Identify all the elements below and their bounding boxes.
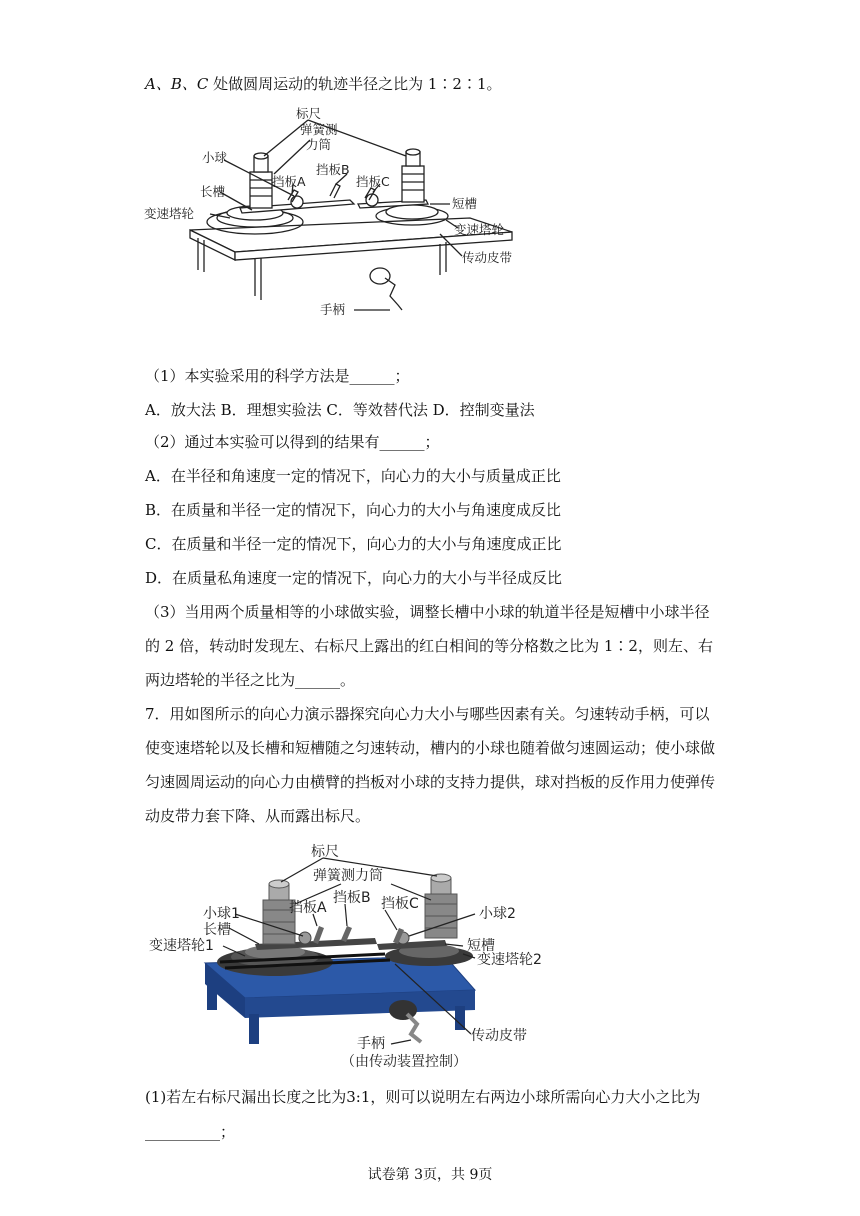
q6-part1-options: A．放大法 B．理想实验法 C．等效替代法 D．控制变量法 bbox=[145, 401, 535, 419]
fig1-tower-right-label: 变速塔轮 bbox=[454, 222, 505, 237]
q6-part3-line-3: 两边塔轮的半径之比为______。 bbox=[145, 671, 356, 689]
fig2-long-slot-label: 长槽 bbox=[203, 922, 231, 938]
fig1-tower-left-label: 变速塔轮 bbox=[144, 206, 195, 221]
fig2-baffle-b-label: 挡板B bbox=[333, 890, 371, 906]
fig1-ruler-label: 标尺 bbox=[296, 106, 322, 121]
apparatus-figure-1 bbox=[140, 100, 540, 325]
q6-part2-option-b: B．在质量和半径一定的情况下，向心力的大小与角速度成反比 bbox=[145, 501, 562, 519]
page-footer: 试卷第 3页，共 9页 bbox=[367, 1167, 493, 1183]
intro-italic-letters: A、B、C bbox=[145, 75, 209, 93]
fig1-short-slot-label: 短槽 bbox=[452, 196, 478, 211]
apparatus-figure-2 bbox=[145, 838, 565, 1073]
q6-part2-option-a: A．在半径和角速度一定的情况下，向心力的大小与质量成正比 bbox=[145, 467, 561, 485]
q6-part1: （1）本实验采用的科学方法是______； bbox=[145, 367, 410, 385]
apparatus-drawing-2 bbox=[145, 838, 565, 1073]
fig2-ball2-label: 小球2 bbox=[479, 906, 516, 922]
q7-sub1-line-1: (1)若左右标尺漏出长度之比为3:1，则可以说明左右两边小球所需向心力大小之比为 bbox=[145, 1088, 701, 1106]
fig2-short-slot-label: 短槽 bbox=[467, 938, 495, 954]
fig1-ball-label: 小球 bbox=[202, 150, 228, 165]
fig1-baffle-a-label: 挡板A bbox=[272, 174, 306, 189]
intro-line bbox=[145, 74, 502, 94]
fig2-ruler-label: 标尺 bbox=[311, 844, 339, 860]
q6-part2-option-c: C．在质量和半径一定的情况下，向心力的大小与角速度成正比 bbox=[145, 535, 562, 553]
q6-part2: （2）通过本实验可以得到的结果有______； bbox=[145, 433, 440, 451]
fig2-caption: （由传动装置控制） bbox=[341, 1054, 467, 1070]
fig2-ball1-label: 小球1 bbox=[203, 906, 240, 922]
fig2-spring-tube-label: 弹簧测力筒 bbox=[313, 868, 383, 884]
q7-line-2: 使变速塔轮以及长槽和短槽随之匀速转动，槽内的小球也随着做匀速圆运动；使小球做 bbox=[145, 739, 716, 757]
fig1-spring-label-1: 弹簧测 bbox=[300, 122, 338, 137]
fig1-handle-label: 手柄 bbox=[320, 302, 346, 317]
fig2-tower1-label: 变速塔轮1 bbox=[149, 938, 214, 954]
fig1-baffle-c-label: 挡板C bbox=[356, 174, 390, 189]
q7-line-3: 匀速圆周运动的向心力由横臂的挡板对小球的支持力提供，球对挡板的反作用力使弹传 bbox=[145, 773, 716, 791]
fig1-long-slot-label: 长槽 bbox=[200, 184, 226, 199]
q7-sub1-line-2: __________； bbox=[145, 1123, 236, 1141]
q6-part3-line-1: （3）当用两个质量相等的小球做实验，调整长槽中小球的轨道半径是短槽中小球半径 bbox=[145, 603, 710, 621]
fig2-tower2-label: 变速塔轮2 bbox=[477, 952, 542, 968]
apparatus-drawing-1 bbox=[140, 100, 540, 325]
fig1-baffle-b-label: 挡板B bbox=[316, 162, 350, 177]
fig1-belt-label: 传动皮带 bbox=[462, 250, 513, 265]
fig2-baffle-c-label: 挡板C bbox=[381, 896, 419, 912]
intro-text: 处做圆周运动的轨迹半径之比为 1∶2∶1。 bbox=[208, 75, 502, 93]
fig2-handle-label: 手柄 bbox=[357, 1036, 385, 1052]
fig2-belt-label: 传动皮带 bbox=[471, 1028, 527, 1044]
q7-line-4: 动皮带力套下降、从而露出标尺。 bbox=[145, 807, 371, 825]
fig2-baffle-a-label: 挡板A bbox=[289, 900, 327, 916]
q6-part3-line-2: 的 2 倍，转动时发现左、右标尺上露出的红白相间的等分格数之比为 1∶2，则左、右 bbox=[145, 637, 713, 655]
q6-part2-option-d: D．在质量私角速度一定的情况下，向心力的大小与半径成反比 bbox=[145, 569, 563, 587]
q7-line-1: 7．用如图所示的向心力演示器探究向心力大小与哪些因素有关。匀速转动手柄，可以 bbox=[145, 705, 710, 723]
fig1-spring-label-2: 力筒 bbox=[306, 137, 332, 152]
